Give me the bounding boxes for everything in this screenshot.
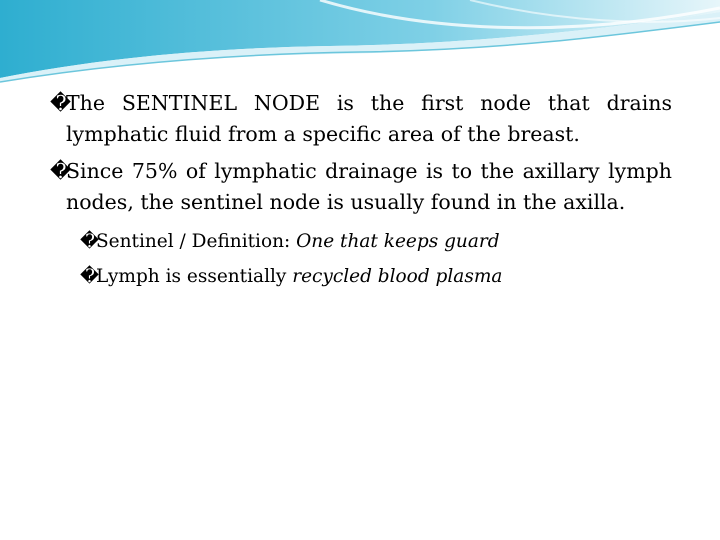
bullet-text: Since 75% of lymphatic drainage is to the axillary lymph nodes, the sentinel node is usually found in the axilla. xyxy=(66,159,672,214)
sub-bullet-emphasis: One that keeps guard xyxy=(296,231,500,252)
sub-bullet-emphasis: recycled blood plasma xyxy=(292,266,503,287)
bullet-text: The SENTINEL NODE is the first node that drains lymphatic fluid from a specific area of the breast. xyxy=(66,91,672,146)
sub-bullet-prefix: Sentinel / Definition: xyxy=(96,231,297,252)
sub-bullet-lymph xyxy=(80,259,672,294)
bullet-icon: � xyxy=(80,266,99,287)
bullet-sentinel-node xyxy=(50,88,672,150)
bullet-axillary-drainage xyxy=(50,156,672,218)
slide-body xyxy=(50,88,672,294)
header-wave-decoration xyxy=(0,0,720,90)
sub-bullet-definition xyxy=(80,224,672,259)
sub-bullet-prefix: Lymph is essentially xyxy=(96,266,293,287)
sub-bullet-list xyxy=(80,224,672,294)
bullet-icon: � xyxy=(50,159,72,183)
bullet-icon: � xyxy=(80,231,99,252)
bullet-icon: � xyxy=(50,91,72,115)
